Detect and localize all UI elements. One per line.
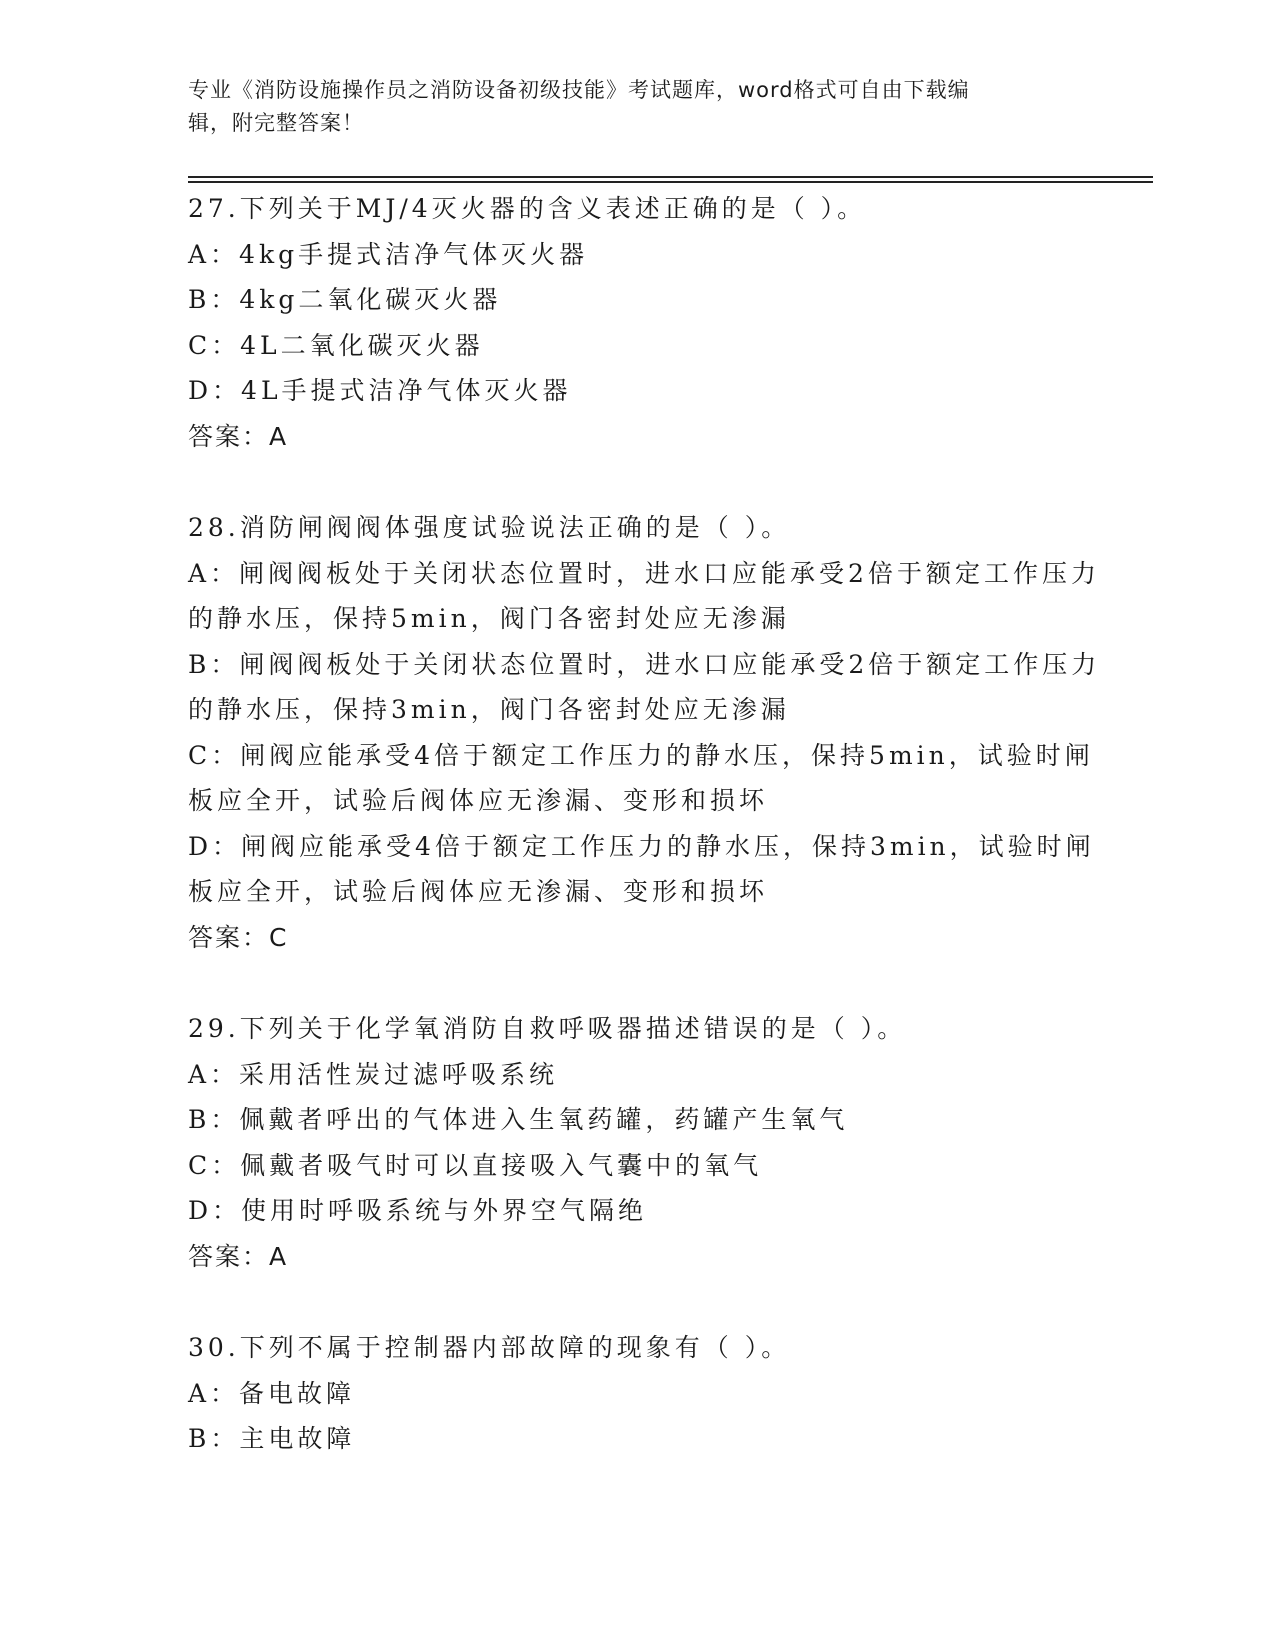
- option-a: A：采用活性炭过滤呼吸系统: [188, 1059, 559, 1089]
- question-28: [188, 505, 1108, 960]
- question-stem: 29.下列关于化学氧消防自救呼吸器描述错误的是（ ）。: [188, 1014, 907, 1043]
- header-divider-top: [188, 176, 1153, 178]
- answer-label: 答案：C: [188, 922, 289, 952]
- option-c: C：佩戴者吸气时可以直接吸入气囊中的氧气: [188, 1150, 763, 1180]
- option-a: A：备电故障: [188, 1378, 356, 1408]
- option-b: B：4kg二氧化碳灭火器: [188, 285, 502, 314]
- question-29: [188, 1006, 1108, 1279]
- option-d: D：使用时呼吸系统与外界空气隔绝: [188, 1196, 648, 1225]
- option-c: C：4L二氧化碳灭火器: [188, 330, 484, 360]
- option-b: B：主电故障: [188, 1424, 356, 1453]
- question-stem: 30.下列不属于控制器内部故障的现象有（ ）。: [188, 1333, 791, 1362]
- option-b: B：闸阀阀板处于关闭状态位置时，进水口应能承受2倍于额定工作压力的静水压，保持3min，阀门各密封处应无渗漏: [188, 649, 1101, 724]
- option-b: B：佩戴者呼出的气体进入生氧药罐，药罐产生氧气: [188, 1105, 849, 1134]
- answer-label: 答案：A: [188, 1241, 289, 1271]
- option-d: D：闸阀应能承受4倍于额定工作压力的静水压，保持3min，试验时闸板应全开，试验后阀体应无渗漏、变形和损坏: [188, 831, 1095, 906]
- header-divider-bottom: [188, 181, 1153, 183]
- header-line-1: 专业《消防设施操作员之消防设备初级技能》考试题库，word格式可自由下载编: [188, 78, 970, 102]
- question-stem: 27.下列关于MJ/4灭火器的含义表述正确的是（ ）。: [188, 194, 867, 223]
- document-header: [188, 74, 1088, 140]
- question-list: [188, 186, 1108, 1462]
- question-27: [188, 186, 1108, 459]
- header-line-2: 辑，附完整答案！: [188, 111, 364, 135]
- answer-label: 答案：A: [188, 421, 289, 451]
- question-stem: 28.消防闸阀阀体强度试验说法正确的是（ ）。: [188, 513, 791, 542]
- question-30: [188, 1325, 1108, 1462]
- option-d: D：4L手提式洁净气体灭火器: [188, 376, 572, 405]
- option-c: C：闸阀应能承受4倍于额定工作压力的静水压，保持5min，试验时闸板应全开，试验后阀体应无渗漏、变形和损坏: [188, 740, 1094, 815]
- option-a: A：4kg手提式洁净气体灭火器: [188, 239, 589, 269]
- option-a: A：闸阀阀板处于关闭状态位置时，进水口应能承受2倍于额定工作压力的静水压，保持5min，阀门各密封处应无渗漏: [188, 558, 1100, 633]
